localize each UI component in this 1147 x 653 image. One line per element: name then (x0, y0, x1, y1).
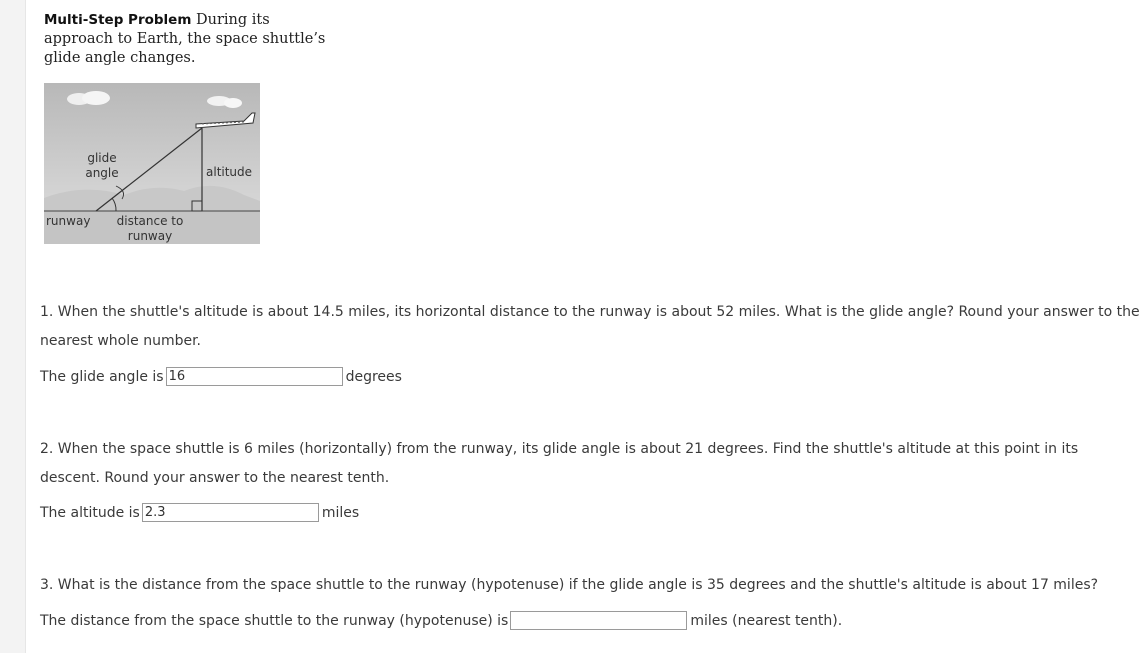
question-3-text: 3. What is the distance from the space shuttle to the runway (hypotenuse) if the glide angle is 35 degrees and the shuttle's altitude is about 17 miles? (40, 577, 1099, 593)
question-3-prefix: The distance from the space shuttle to the runway (hypotenuse) is (40, 612, 509, 629)
diagram-svg (44, 83, 260, 244)
label-distance-line2: runway (127, 229, 173, 243)
question-3-suffix: miles (nearest tenth). (690, 612, 843, 629)
label-altitude: altitude (206, 165, 253, 179)
question-2-text: 2. When the space shuttle is 6 miles (horizontally) from the runway, its glide angle is about 21 degrees. Find the shuttle's altitude at this point in its descent. Round your answer to the nearest tenth. (40, 441, 1079, 486)
shuttle-diagram (44, 83, 260, 244)
altitude-input[interactable] (142, 503, 319, 522)
problem-heading: Multi-Step Problem (44, 12, 192, 28)
hypotenuse-distance-input[interactable] (510, 611, 687, 630)
label-runway: runway (46, 214, 91, 228)
question-1-answer-row (40, 367, 402, 386)
question-2-prefix: The altitude is (40, 504, 140, 521)
cloud-icon (224, 98, 242, 108)
problem-intro (44, 11, 334, 68)
glide-angle-input[interactable] (166, 367, 343, 386)
label-angle: angle (85, 166, 119, 180)
question-1-prefix: The glide angle is (40, 368, 164, 385)
question-3-answer-row (40, 611, 842, 630)
question-1-text: 1. When the shuttle's altitude is about 14.5 miles, its horizontal distance to the runway is about 52 miles. What is the glide angle? Round your answer to the nearest whole number. (40, 304, 1140, 349)
label-glide: glide (87, 151, 117, 165)
label-distance-line1: distance to (116, 214, 184, 228)
question-1-suffix: degrees (345, 368, 402, 385)
cloud-icon (82, 91, 110, 105)
problem-description: During its approach to Earth, the space shuttle’s glide angle changes. (44, 12, 326, 66)
question-2-answer-row (40, 503, 359, 522)
left-margin-bar (0, 0, 26, 653)
question-2-suffix: miles (321, 504, 360, 521)
